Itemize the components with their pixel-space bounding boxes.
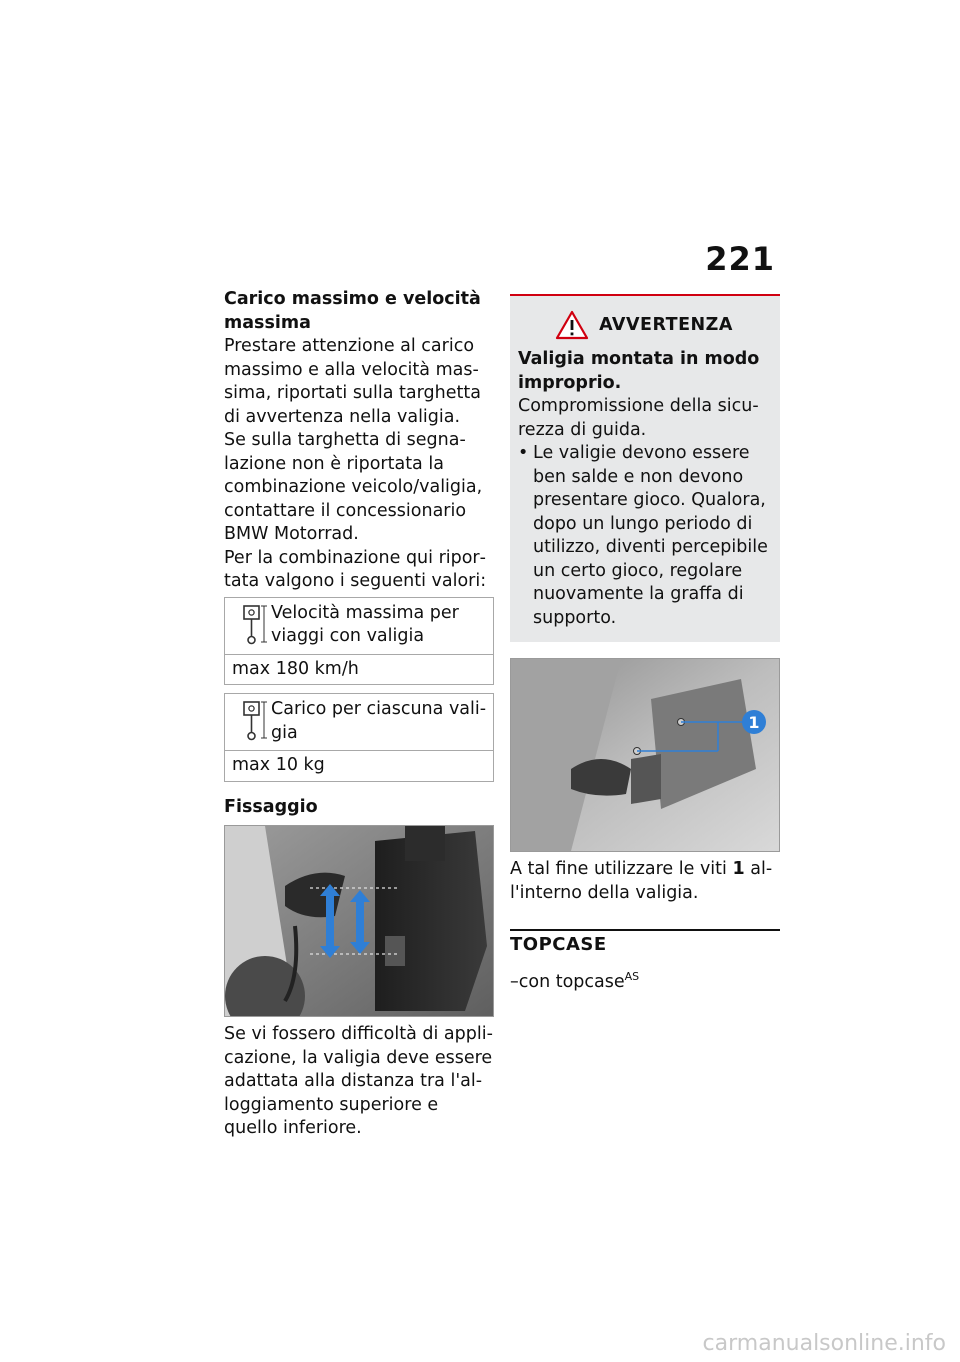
warning-heading: Valigia montata in modo improprio.: [518, 349, 760, 393]
spec-value: max 180 km/h: [225, 654, 493, 685]
screw-reference: 1: [732, 859, 745, 879]
text-run: –con topcase: [510, 971, 625, 992]
list-item: [518, 442, 770, 630]
paragraph-load-intro: Prestare attenzione al carico massimo e alla velocità massima, riportati sulla targhetta di avvertenza nella valigia.: [224, 336, 481, 427]
text-run: all'interno della valigia.: [510, 859, 773, 903]
bullet-icon: •: [518, 443, 529, 463]
section-divider: [510, 929, 780, 931]
spec-label: Velocità massima per viaggi con valigia: [271, 602, 459, 646]
spec-max-load: [224, 693, 494, 782]
case-interior-photo: [510, 658, 780, 852]
tire-pressure-icon: [233, 602, 271, 650]
section-heading-load: Carico massimo e velocità massima: [224, 289, 481, 333]
spec-value: max 10 kg: [225, 750, 493, 781]
load-icon: [233, 698, 271, 746]
right-column: [510, 294, 780, 994]
section-title-topcase: TOPCASE: [510, 934, 607, 955]
warning-bullet: Le valigie devono essere ben salde e non devono presentare gioco. Qualora, dopo un lungo periodo di utilizzo, diventi percepibile un certo gioco, regolare nuovamente la graffa di supporto.: [533, 443, 768, 628]
adjust-case-photo: [224, 825, 494, 1017]
paragraph-dealer: Se sulla targhetta di segnalazione non è riportata la combinazione veicolo/valigia, contattare il concessionario BMW Motorrad.: [224, 430, 483, 544]
left-column: [224, 288, 494, 1141]
callout-1: 1: [748, 713, 760, 732]
text-run: A tal fine utilizzare le viti: [510, 859, 733, 879]
warning-box: [510, 294, 780, 642]
paragraph-adjust: Se vi fossero difficoltà di applicazione, la valigia deve essere adattata alla distanza tra l'alloggiamento superiore e quello inferiore.: [224, 1024, 493, 1138]
watermark: carmanualsonline.info: [702, 1331, 946, 1356]
warning-text: Compromissione della sicurezza di guida.: [518, 396, 759, 440]
warning-triangle-icon: [555, 310, 589, 340]
section-heading-fissaggio: Fissaggio: [224, 796, 318, 817]
option-superscript: AS: [624, 970, 640, 983]
topcase-note: [510, 965, 780, 994]
paragraph-screws: [510, 858, 780, 905]
spec-max-speed: [224, 597, 494, 686]
paragraph-values-intro: Per la combinazione qui riportata valgono i seguenti valori:: [224, 547, 487, 591]
warning-title: AVVERTENZA: [599, 315, 733, 335]
page-number: 221: [705, 240, 775, 278]
spec-label: Carico per ciascuna valigia: [271, 699, 487, 743]
